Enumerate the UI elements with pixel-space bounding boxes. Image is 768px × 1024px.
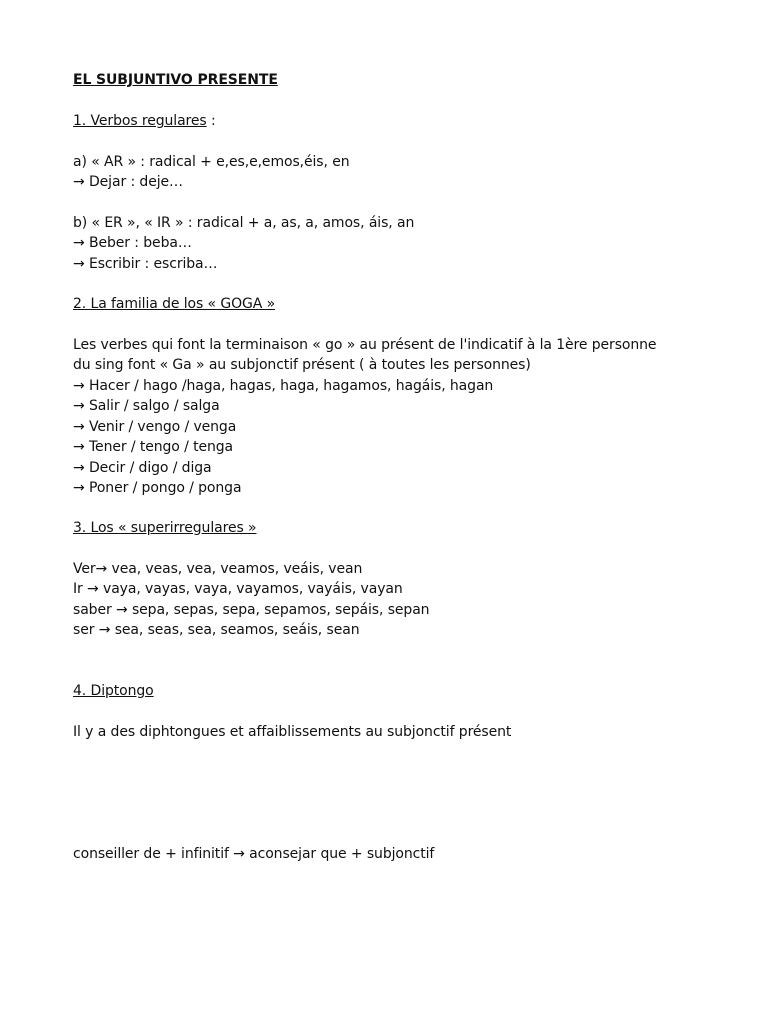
section3-line: saber → sepa, sepas, sepa, sepamos, sepáis, sepan (73, 602, 430, 618)
section2-line: → Venir / vengo / venga (73, 419, 237, 435)
section2-line: → Hacer / hago /haga, hagas, haga, hagamos, hagáis, hagan (73, 378, 494, 394)
section2-line: → Decir / digo / diga (73, 460, 212, 476)
section2-line: → Tener / tengo / tenga (73, 439, 234, 455)
section1-line: b) « ER », « IR » : radical + a, as, a, amos, áis, an (73, 215, 415, 231)
section4-heading: 4. Diptongo (73, 683, 154, 699)
section2-line: → Poner / pongo / ponga (73, 480, 242, 496)
section1-line: → Beber : beba… (73, 235, 192, 251)
section1-line: → Dejar : deje… (73, 174, 183, 190)
section4-line: Il y a des diphtongues et affaiblissements au subjonctif présent (73, 724, 512, 740)
section1-heading-suffix: : (206, 113, 216, 129)
section3-line: Ir → vaya, vayas, vaya, vayamos, vayáis, vayan (73, 581, 403, 597)
section2-line: Les verbes qui font la terminaison « go » au présent de l'indicatif à la 1ère personne (73, 337, 657, 353)
section4-line: conseiller de + infinitif → aconsejar que + subjonctif (73, 846, 435, 862)
section3-heading: 3. Los « superirregulares » (73, 520, 257, 536)
section1-line: a) « AR » : radical + e,es,e,emos,éis, en (73, 154, 350, 170)
document-title: EL SUBJUNTIVO PRESENTE (73, 72, 278, 88)
section3-line: ser → sea, seas, sea, seamos, seáis, sean (73, 622, 360, 638)
section1-heading: 1. Verbos regulares (73, 113, 207, 129)
section1-line: → Escribir : escriba… (73, 256, 218, 272)
section2-line: → Salir / salgo / salga (73, 398, 220, 414)
section2-line: du sing font « Ga » au subjonctif présent ( à toutes les personnes) (73, 357, 531, 373)
section2-heading: 2. La familia de los « GOGA » (73, 296, 276, 312)
section3-line: Ver→ vea, veas, vea, veamos, veáis, vean (73, 561, 363, 577)
section1-heading-line (73, 111, 216, 131)
